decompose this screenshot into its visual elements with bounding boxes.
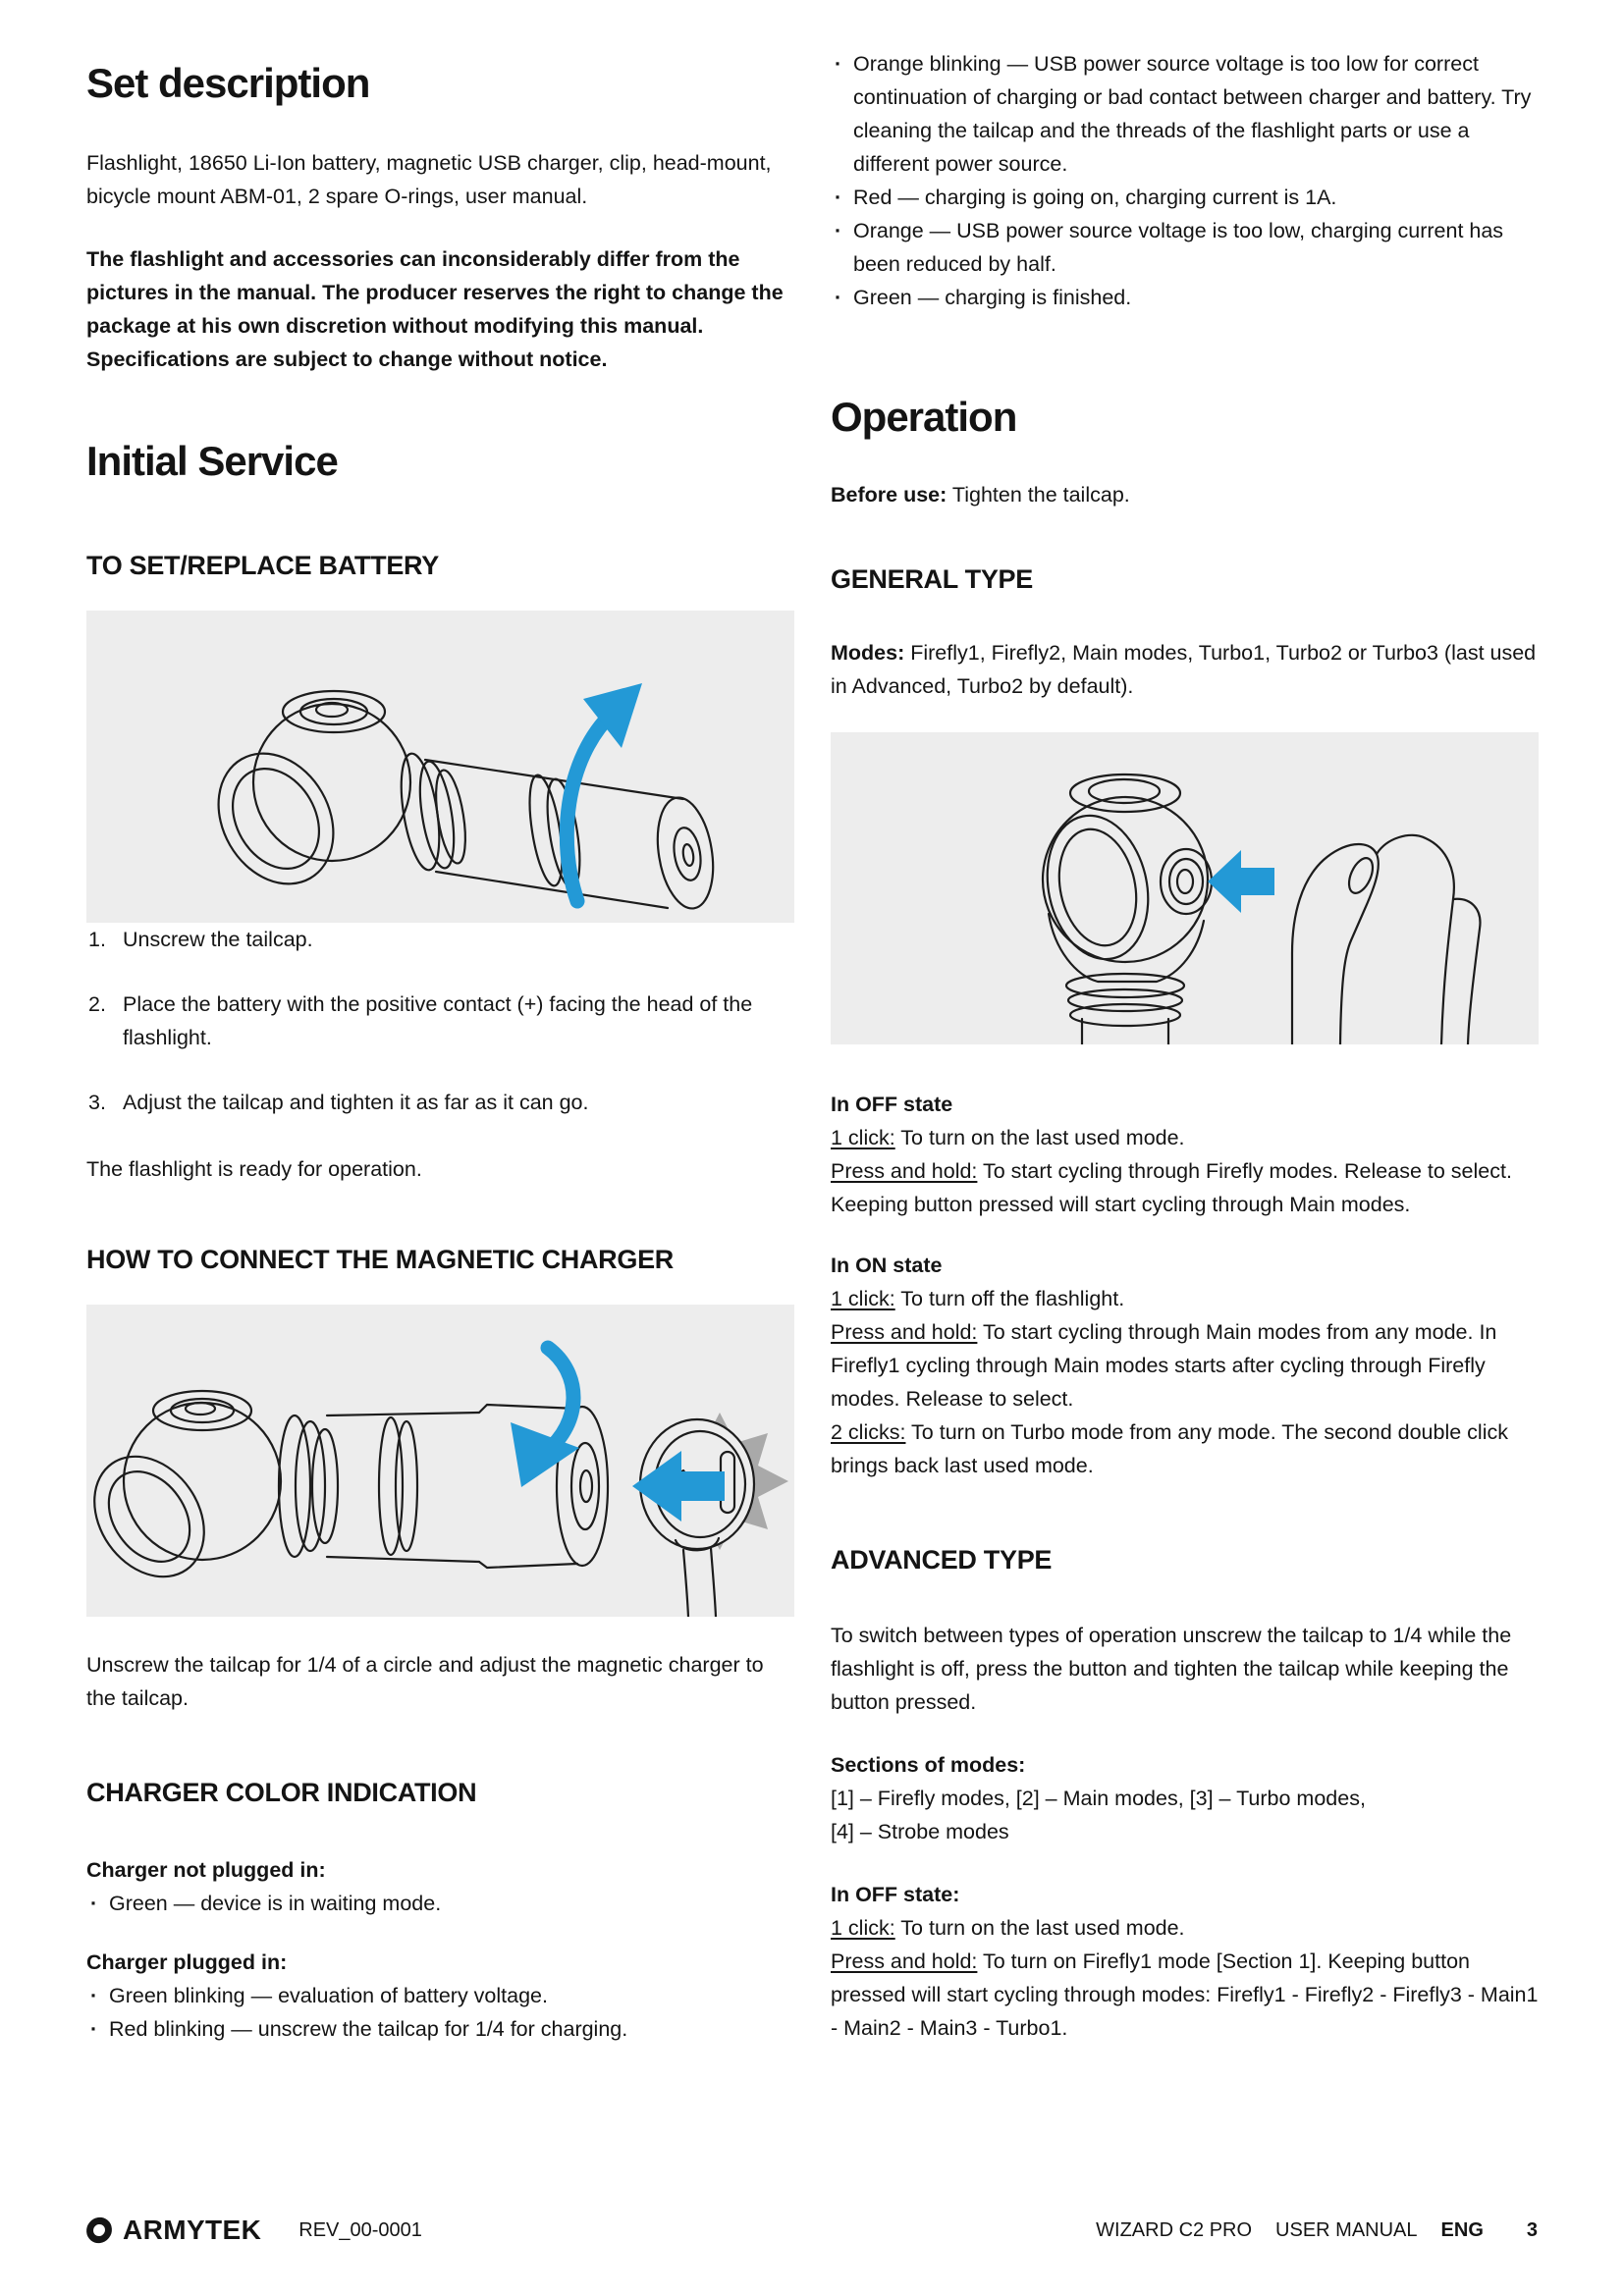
status-item: · Orange blinking — USB power source voltage is too low for correct continuation of charging or bad contact between charger and battery. Try cleaning the tailcap and the threads of the flashlight parts or use a different power source. xyxy=(831,47,1539,181)
rotate-tailcap-arrow-icon xyxy=(546,1348,573,1452)
battery-step: Unscrew the tailcap. xyxy=(123,927,313,951)
battery-step: Adjust the tailcap and tighten it as far as it can go. xyxy=(123,1090,589,1114)
magnetic-charger-note: Unscrew the tailcap for 1/4 of a circle and adjust the magnetic charger to the tailcap. xyxy=(86,1652,764,1710)
battery-step: Place the battery with the positive contact (+) facing the head of the flashlight. xyxy=(123,991,753,1049)
flashlight-unscrew-illustration xyxy=(86,611,794,923)
operation-title: Operation xyxy=(831,394,1017,440)
sections-line: [1] – Firefly modes, [2] – Main modes, [3] – Turbo modes, xyxy=(831,1787,1366,1811)
click-lead: 1 click: xyxy=(831,1126,895,1150)
rotate-tailcap-arrow-icon xyxy=(567,713,613,901)
before-use-note: Before use: Tighten the tailcap. xyxy=(831,483,1130,507)
instruction-line: 2 clicks: To turn on Turbo mode from any mode. The second double click brings back last used mode. xyxy=(831,1420,1508,1478)
battery-replacement-figure xyxy=(86,611,794,923)
instruction-line: 1 click: To turn on the last used mode. xyxy=(831,1126,1185,1150)
flashlight-outline xyxy=(195,691,720,913)
right-column xyxy=(831,47,1539,2046)
brand-name: ARMYTEK xyxy=(123,2215,262,2245)
armytek-logo xyxy=(86,2215,261,2246)
charger-connection-illustration xyxy=(86,1305,794,1617)
set-description-disclaimer: The flashlight and accessories can inconsiderably differ from the pictures in the manual. The producer reserves the right to change the package at his own discretion without modifying this manual. Specifications are subject to change without notice. xyxy=(86,247,784,372)
magnetic-charger-outline xyxy=(640,1419,754,1617)
modes-label: Modes: xyxy=(831,641,905,666)
instruction-line: 1 click: To turn off the flashlight. xyxy=(831,1287,1125,1311)
double-click-lead: 2 clicks: xyxy=(831,1420,906,1445)
page-footer xyxy=(86,2215,1538,2246)
hold-lead: Press and hold: xyxy=(831,1159,978,1184)
left-column xyxy=(86,47,794,2046)
revision-code: REV_00-0001 xyxy=(298,2218,422,2241)
hand-outline xyxy=(1292,835,1480,1044)
initial-service-title: Initial Service xyxy=(86,438,338,485)
flashlight-head-outline xyxy=(1035,774,1212,1044)
charging-status-list xyxy=(831,47,1539,314)
click-lead: 1 click: xyxy=(831,1287,895,1311)
click-lead: 1 click: xyxy=(831,1916,895,1941)
general-on-state-heading: In ON state xyxy=(831,1254,943,1278)
modes-note: Modes: Firefly1, Firefly2, Main modes, Turbo1, Turbo2 or Turbo3 (last used in Advanced, Turbo2 by default). xyxy=(831,641,1537,699)
charger-not-plugged-list xyxy=(86,1887,794,1920)
button-press-illustration xyxy=(831,732,1539,1044)
status-item: · Green blinking — evaluation of battery voltage. xyxy=(86,1979,794,2012)
armytek-ring-icon xyxy=(85,2216,113,2245)
status-item: · Orange — USB power source voltage is too low, charging current has been reduced by half. xyxy=(831,214,1539,281)
button-press-figure xyxy=(831,732,1539,1044)
advanced-off-state-heading: In OFF state: xyxy=(831,1883,960,1907)
instruction-line: Press and hold: To start cycling through Firefly modes. Release to select. Keeping button pressed will start cycling through Main modes. xyxy=(831,1159,1512,1217)
battery-ready-note: The flashlight is ready for operation. xyxy=(86,1156,422,1181)
battery-heading: TO SET/REPLACE BATTERY xyxy=(86,550,439,580)
magnetic-charger-heading: HOW TO CONNECT THE MAGNETIC CHARGER xyxy=(86,1244,674,1274)
instruction-line: Press and hold: To start cycling through Main modes from any mode. In Firefly1 cycling through Main modes starts after cycling through Firefly modes. Release to select. xyxy=(831,1320,1497,1412)
flashlight-outline xyxy=(86,1391,608,1598)
magnetic-charger-figure xyxy=(86,1305,794,1617)
language-code: ENG xyxy=(1440,2218,1484,2241)
hold-lead: Press and hold: xyxy=(831,1949,978,1974)
charger-plugged-list xyxy=(86,1979,794,2046)
general-type-heading: GENERAL TYPE xyxy=(831,564,1033,595)
advanced-type-intro: To switch between types of operation unscrew the tailcap to 1/4 while the flashlight is off, press the button and tighten the tailcap while keeping the button pressed. xyxy=(831,1624,1512,1715)
press-button-arrow-icon xyxy=(1208,850,1274,913)
charger-plugged-label: Charger plugged in: xyxy=(86,1949,288,1974)
before-use-label: Before use: xyxy=(831,483,947,507)
set-description-title: Set description xyxy=(86,60,370,106)
status-item: · Red blinking — unscrew the tailcap for 1/4 for charging. xyxy=(86,2012,794,2046)
sections-of-modes-label: Sections of modes: xyxy=(831,1753,1026,1778)
page-columns xyxy=(86,47,1539,2046)
general-off-state-heading: In OFF state xyxy=(831,1093,953,1117)
battery-steps-list xyxy=(86,923,794,1119)
status-item: · Green — charging is finished. xyxy=(831,281,1539,314)
hold-lead: Press and hold: xyxy=(831,1320,978,1345)
instruction-line: Press and hold: To turn on Firefly1 mode [Section 1]. Keeping button pressed will start cycling through modes: Firefly1 - Firefly2 - Firefly3 - Main1 - Main2 - Main3 - Turbo1. xyxy=(831,1949,1539,2041)
page-number: 3 xyxy=(1526,2218,1538,2241)
status-item: · Red — charging is going on, charging current is 1A. xyxy=(831,181,1539,214)
status-item: · Green — device is in waiting mode. xyxy=(86,1887,794,1920)
product-name: WIZARD C2 PRO xyxy=(1096,2218,1253,2241)
instruction-line: 1 click: To turn on the last used mode. xyxy=(831,1916,1185,1941)
sections-line: [4] – Strobe modes xyxy=(831,1820,1009,1844)
charger-color-heading: CHARGER COLOR INDICATION xyxy=(86,1777,477,1807)
advanced-type-heading: ADVANCED TYPE xyxy=(831,1545,1053,1575)
charger-not-plugged-label: Charger not plugged in: xyxy=(86,1857,326,1882)
set-description-intro: Flashlight, 18650 Li-Ion battery, magnetic USB charger, clip, head-mount, bicycle mount ABM-01, 2 spare O-rings, user manual. xyxy=(86,151,772,209)
doc-type: USER MANUAL xyxy=(1275,2218,1418,2241)
footer-right xyxy=(1096,2219,1538,2242)
